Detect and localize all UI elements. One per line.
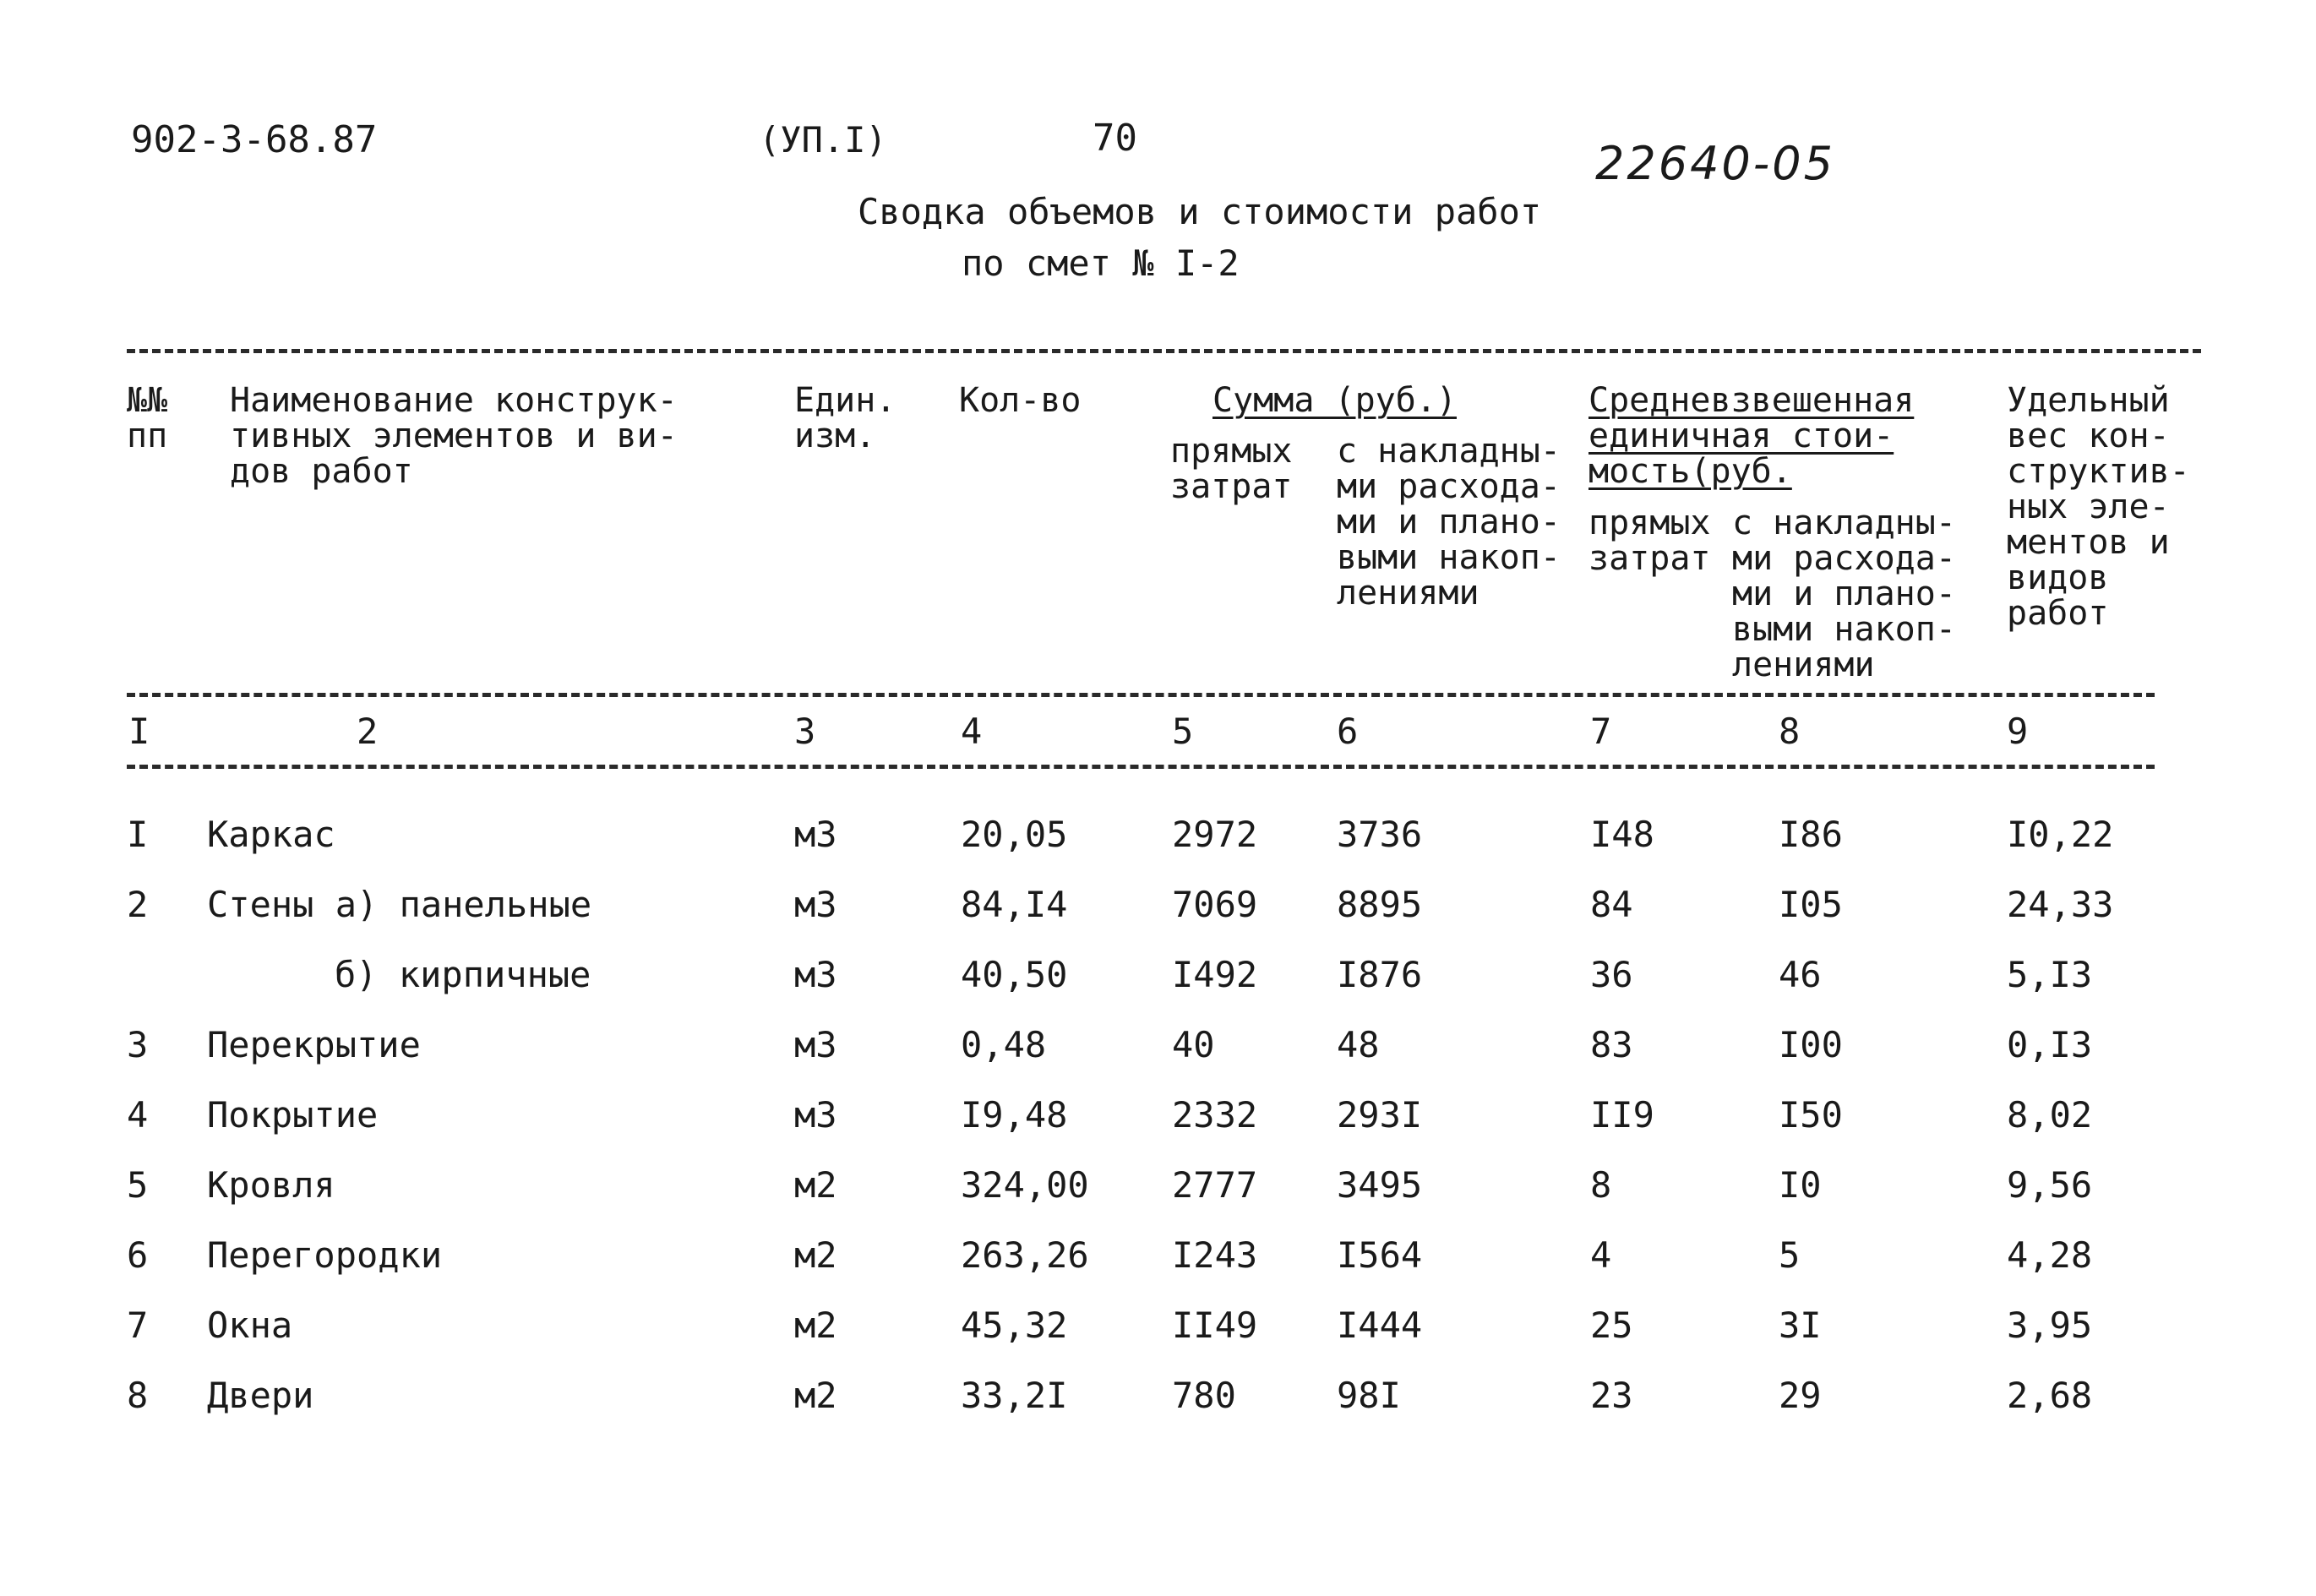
- row-name: Перекрытие: [207, 1024, 421, 1065]
- row-sum-direct: 2332: [1172, 1094, 1258, 1136]
- row-avg-direct: 23: [1590, 1375, 1633, 1416]
- header-share: Удельный вес кон- структив- ных эле- ментов и видов работ: [2007, 381, 2190, 633]
- column-number: 8: [1779, 711, 1801, 752]
- row-qty: 33,2I: [961, 1375, 1068, 1416]
- row-share: I0,22: [2007, 814, 2114, 855]
- row-sum-overhead: 3736: [1337, 814, 1423, 855]
- row-name: Перегородки: [207, 1234, 443, 1276]
- row-unit: м3: [794, 954, 837, 995]
- row-avg-direct: 84: [1590, 884, 1633, 925]
- row-name: Покрытие: [207, 1094, 379, 1136]
- column-numbers-rule: [127, 765, 2155, 769]
- header-sum-direct: прямых затрат: [1170, 432, 1293, 506]
- row-avg-overhead: I50: [1779, 1094, 1843, 1136]
- row-qty: 263,26: [961, 1234, 1089, 1276]
- stamp-number: 22640-05: [1595, 137, 1835, 190]
- column-number: 6: [1337, 711, 1359, 752]
- row-share: 8,02: [2007, 1094, 2093, 1136]
- row-qty: 45,32: [961, 1305, 1068, 1346]
- header-name: Наименование конструк- тивных элементов и ви- дов работ: [230, 381, 678, 491]
- header-unit: Един. изм.: [794, 381, 896, 455]
- column-number: 4: [961, 711, 983, 752]
- row-qty: 0,48: [961, 1024, 1047, 1065]
- row-sum-overhead: I564: [1337, 1234, 1423, 1276]
- row-share: 5,I3: [2007, 954, 2093, 995]
- row-unit: м2: [794, 1375, 837, 1416]
- row-avg-direct: I48: [1590, 814, 1654, 855]
- row-unit: м2: [794, 1164, 837, 1206]
- row-sum-direct: 2777: [1172, 1164, 1258, 1206]
- row-num: 2: [127, 884, 149, 925]
- row-name: Двери: [207, 1375, 314, 1416]
- row-avg-direct: 4: [1590, 1234, 1612, 1276]
- row-num: 6: [127, 1234, 149, 1276]
- page-title: Сводка объемов и стоимости работ: [858, 191, 1542, 232]
- row-avg-overhead: I86: [1779, 814, 1843, 855]
- row-sum-overhead: I876: [1337, 954, 1423, 995]
- header-sum-overhead: с накладны- ми расхода- ми и плано- выми накоп- лениями: [1337, 432, 1561, 613]
- row-avg-direct: II9: [1590, 1094, 1654, 1136]
- row-avg-direct: 36: [1590, 954, 1633, 995]
- row-unit: м3: [794, 1024, 837, 1065]
- row-avg-overhead: 46: [1779, 954, 1822, 995]
- row-sum-overhead: 48: [1337, 1024, 1380, 1065]
- row-num: 8: [127, 1375, 149, 1416]
- row-qty: 40,50: [961, 954, 1068, 995]
- row-avg-overhead: 29: [1779, 1375, 1822, 1416]
- header-top-rule: [127, 349, 2201, 353]
- header-qty: Кол-во: [959, 381, 1082, 420]
- row-name: б) кирпичные: [335, 954, 591, 995]
- row-unit: м2: [794, 1234, 837, 1276]
- row-name: Каркас: [207, 814, 335, 855]
- row-sum-direct: 7069: [1172, 884, 1258, 925]
- column-number: 5: [1172, 711, 1194, 752]
- row-share: 0,I3: [2007, 1024, 2093, 1065]
- row-unit: м3: [794, 1094, 837, 1136]
- row-num: I: [127, 814, 149, 855]
- row-share: 4,28: [2007, 1234, 2093, 1276]
- row-name: Кровля: [207, 1164, 335, 1206]
- row-sum-direct: 2972: [1172, 814, 1258, 855]
- row-avg-overhead: I00: [1779, 1024, 1843, 1065]
- row-sum-overhead: 3495: [1337, 1164, 1423, 1206]
- page-number: 70: [1093, 117, 1137, 160]
- row-sum-direct: II49: [1172, 1305, 1258, 1346]
- header-num: №№ пп: [127, 381, 168, 455]
- row-sum-direct: 780: [1172, 1375, 1236, 1416]
- row-avg-direct: 25: [1590, 1305, 1633, 1346]
- row-sum-direct: I243: [1172, 1234, 1258, 1276]
- row-share: 2,68: [2007, 1375, 2093, 1416]
- column-number: 9: [2007, 711, 2029, 752]
- page-subtitle: по смет № I-2: [962, 242, 1240, 284]
- row-qty: 324,00: [961, 1164, 1089, 1206]
- document-code: 902-3-68.87: [131, 118, 378, 161]
- row-sum-overhead: I444: [1337, 1305, 1423, 1346]
- row-avg-overhead: 3I: [1779, 1305, 1822, 1346]
- row-qty: 84,I4: [961, 884, 1068, 925]
- column-number: 2: [357, 711, 379, 752]
- row-num: 7: [127, 1305, 149, 1346]
- album-number: (УП.I): [759, 119, 887, 161]
- row-share: 24,33: [2007, 884, 2114, 925]
- row-qty: 20,05: [961, 814, 1068, 855]
- row-avg-direct: 8: [1590, 1164, 1612, 1206]
- row-sum-overhead: 293I: [1337, 1094, 1423, 1136]
- row-sum-overhead: 98I: [1337, 1375, 1401, 1416]
- row-avg-direct: 83: [1590, 1024, 1633, 1065]
- header-avg-direct: прямых затрат: [1589, 504, 1711, 578]
- row-num: 3: [127, 1024, 149, 1065]
- row-sum-direct: I492: [1172, 954, 1258, 995]
- column-number: 3: [794, 711, 816, 752]
- row-avg-overhead: I05: [1779, 884, 1843, 925]
- header-avg-overhead: с накладны- ми расхода- ми и плано- выми накоп- лениями: [1732, 504, 1956, 684]
- header-sum-group: Сумма (руб.): [1212, 381, 1457, 420]
- row-sum-direct: 40: [1172, 1024, 1215, 1065]
- row-name: Стены а) панельные: [207, 884, 592, 925]
- row-num: 4: [127, 1094, 149, 1136]
- row-sum-overhead: 8895: [1337, 884, 1423, 925]
- header-bottom-rule: [127, 693, 2155, 697]
- row-unit: м3: [794, 884, 837, 925]
- column-number: I: [128, 711, 150, 752]
- header-avg-group: Средневзвешенная единичная стои- мость(руб.: [1589, 381, 1915, 491]
- column-number: 7: [1590, 711, 1612, 752]
- row-avg-overhead: I0: [1779, 1164, 1822, 1206]
- row-num: 5: [127, 1164, 149, 1206]
- row-share: 3,95: [2007, 1305, 2093, 1346]
- row-unit: м2: [794, 1305, 837, 1346]
- row-name: Окна: [207, 1305, 293, 1346]
- row-share: 9,56: [2007, 1164, 2093, 1206]
- row-unit: м3: [794, 814, 837, 855]
- row-qty: I9,48: [961, 1094, 1068, 1136]
- row-avg-overhead: 5: [1779, 1234, 1801, 1276]
